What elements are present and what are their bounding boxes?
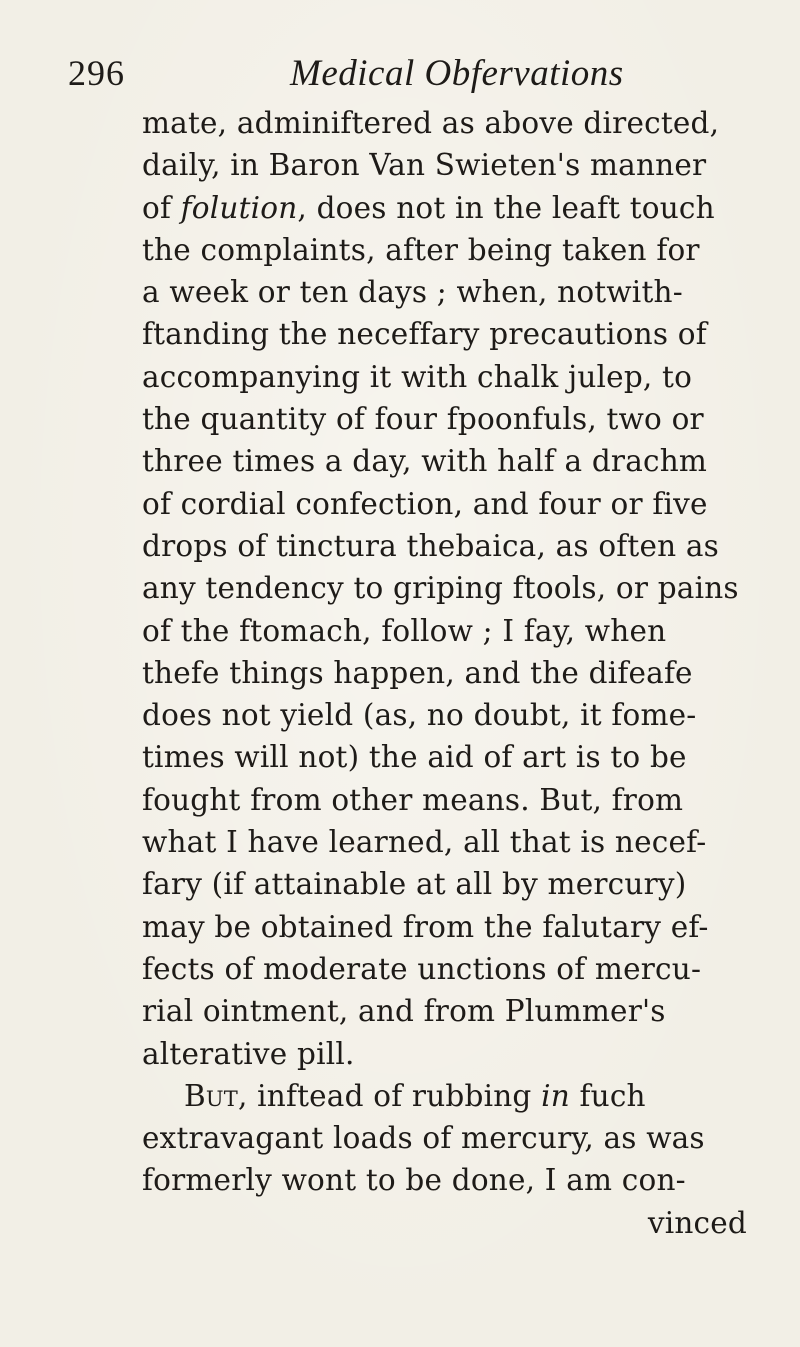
text-line: the complaints, after being taken for [142, 232, 700, 267]
text-line: alterative pill. [142, 1036, 355, 1071]
text-line: a week or ten days ; when, notwith- [142, 275, 683, 310]
text-line: times will not) the aid of art is to be [142, 740, 687, 775]
text-line: what I have learned, all that is necef- [142, 825, 707, 860]
text-line: three times a day, with half a drachm [142, 444, 708, 479]
paragraph-start-line: But, inftead of rubbing in fuch [184, 1078, 646, 1113]
text-line: ftanding the neceffary precautions of [142, 317, 707, 352]
running-head: Medical Obfervations [290, 53, 624, 94]
catchword: vinced [647, 1205, 747, 1240]
italic-word: folution [180, 190, 298, 225]
small-caps-word: But [184, 1078, 238, 1113]
text-line: rial ointment, and from Plummer's [142, 994, 666, 1029]
text-line: fought from other means. But, from [142, 782, 684, 817]
page-header [68, 52, 740, 102]
text-line: of the ftomach, follow ; I fay, when [142, 613, 667, 648]
text-line: fects of moderate unctions of mercu- [142, 951, 702, 986]
text-line: formerly wont to be done, I am con- [142, 1163, 686, 1198]
text-line: fary (if attainable at all by mercury) [142, 867, 687, 902]
text-line: any tendency to griping ftools, or pains [142, 571, 739, 606]
page-number: 296 [68, 53, 125, 93]
text-line: of cordial confection, and four or five [142, 486, 708, 521]
text-line: extravagant loads of mercury, as was [142, 1121, 705, 1156]
text-line: the quantity of four fpoonfuls, two or [142, 402, 704, 437]
text-line: may be obtained from the falutary ef- [142, 909, 709, 944]
italic-word: in [541, 1078, 570, 1113]
text-line: mate, adminiftered as above directed, [142, 106, 720, 140]
text-line: of folution, does not in the leaft touch [142, 190, 715, 225]
text-line: does not yield (as, no doubt, it fome- [142, 698, 697, 733]
text-line: thefe things happen, and the difeafe [142, 655, 693, 690]
body-text [142, 102, 747, 1244]
text-line: accompanying it with chalk julep, to [142, 359, 693, 394]
text-line: daily, in Baron Van Swieten's manner [142, 148, 707, 183]
text-line: drops of tinctura thebaica, as often as [142, 528, 720, 563]
